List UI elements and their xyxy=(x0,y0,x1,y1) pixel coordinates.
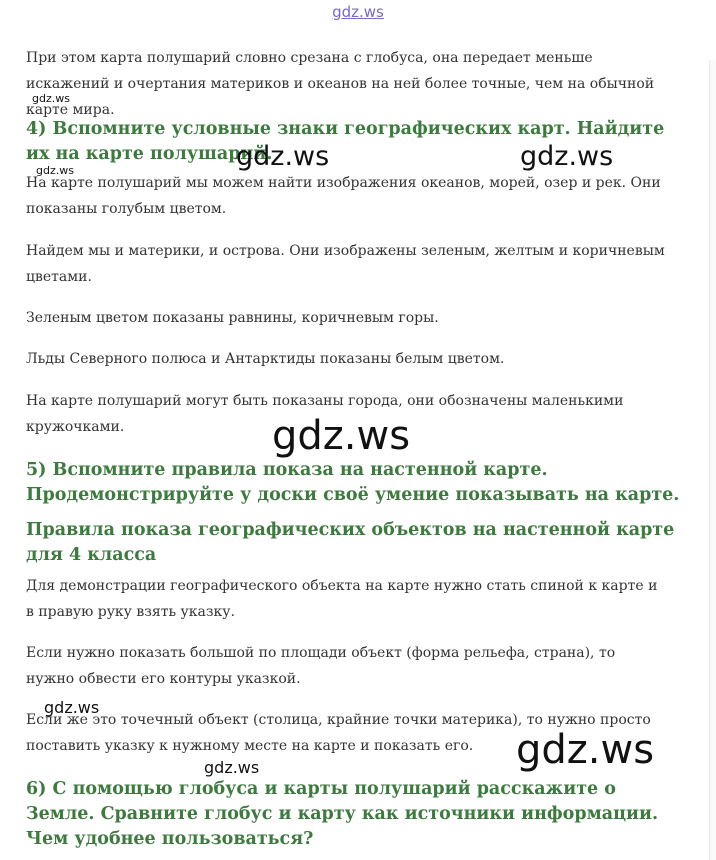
watermark-medium: gdz.ws xyxy=(520,141,614,172)
watermark-small: gdz.ws xyxy=(44,698,100,717)
paragraph-large-object: Если нужно показать большой по площади объект (форма рельефа, страна), то нужно обвести его контуры указкой. xyxy=(26,645,616,687)
watermark-small: gdz.ws xyxy=(32,92,70,105)
paragraph-demo: Для демонстрации географического объекта на карте нужно стать спиной к карте и в правую руку взять указку. xyxy=(26,578,658,620)
top-watermark-link[interactable]: gdz.ws xyxy=(332,3,384,21)
heading-question-4: 4) Вспомните условные знаки географических карт. Найдите их на карте полушарий. xyxy=(26,119,665,164)
subheading-rules: Правила показа географических объектов на настенной карте для 4 класса xyxy=(26,520,675,565)
paragraph-intro: При этом карта полушарий словно срезана с глобуса, она передает меньше искажений и очертания материков и океанов на ней более точные, чем на обычной карте мира. xyxy=(26,50,655,118)
watermark-medium: gdz.ws xyxy=(236,141,330,172)
right-scroll-edge xyxy=(709,60,716,860)
watermark-small: gdz.ws xyxy=(204,758,260,777)
paragraph-cities: На карте полушарий могут быть показаны города, они обозначены маленькими кружочками. xyxy=(26,393,624,435)
watermark-large: gdz.ws xyxy=(272,413,411,459)
heading-question-5: 5) Вспомните правила показа на настенной карте. Продемонстрируйте у доски своё умение показывать на карте. xyxy=(26,460,680,505)
watermark-large: gdz.ws xyxy=(516,727,655,773)
paragraph-plains: Зеленым цветом показаны равнины, коричневым горы. xyxy=(26,310,439,326)
paragraph-continents: Найдем мы и материки, и острова. Они изображены зеленым, желтым и коричневым цветами. xyxy=(26,243,665,285)
watermark-small: gdz.ws xyxy=(36,164,74,177)
paragraph-oceans: На карте полушарий мы можем найти изображения океанов, морей, озер и рек. Они показаны голубым цветом. xyxy=(26,175,661,217)
paragraph-ice: Льды Северного полюса и Антарктиды показаны белым цветом. xyxy=(26,351,505,367)
heading-question-6: 6) С помощью глобуса и карты полушарий расскажите о Земле. Сравните глобус и карту как источники информации. Чем удобнее пользоваться? xyxy=(26,779,659,849)
paragraph-point-object: Если же это точечный объект (столица, крайние точки материка), то нужно просто поставить указку к нужному месте на карте и показать его. xyxy=(26,712,651,754)
